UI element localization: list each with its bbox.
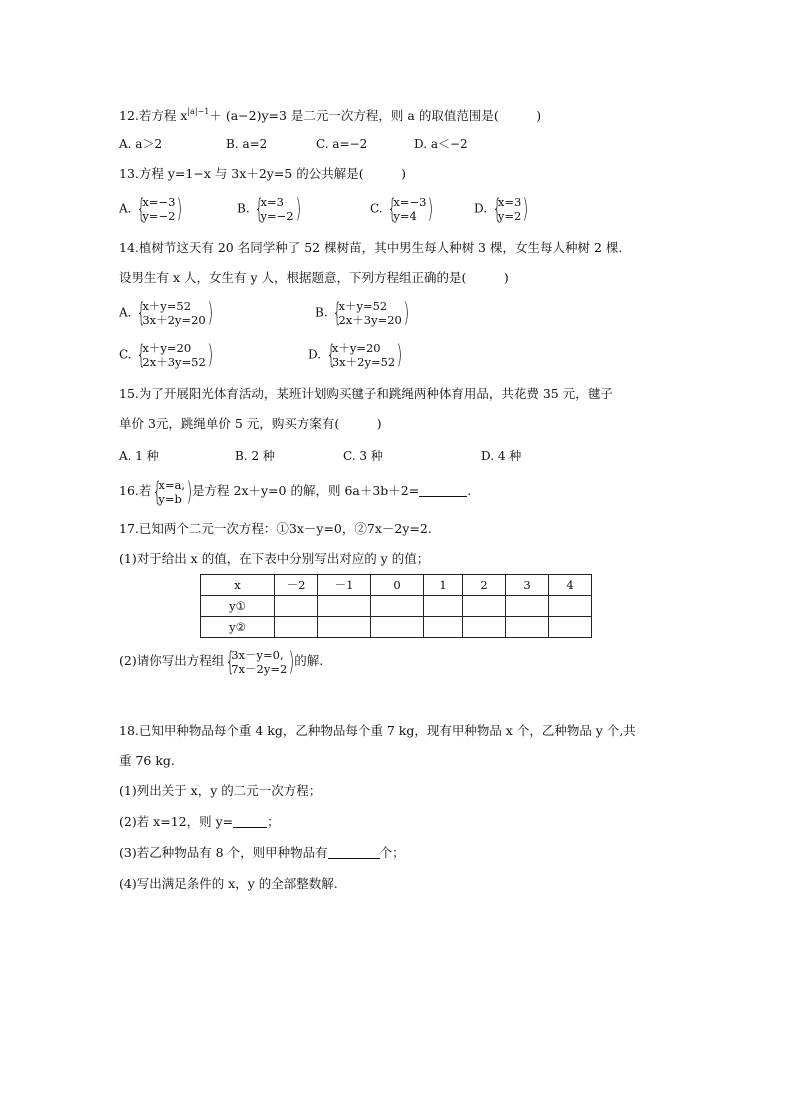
equation-system: { x=−3 y=−2 ) <box>136 194 183 224</box>
system-row: x=3 <box>497 195 522 209</box>
q18-part1: (1)列出关于 x，y 的二元一次方程； <box>119 783 322 798</box>
answer-blank[interactable] <box>419 484 467 497</box>
system-row: x＋y=20 <box>331 341 381 355</box>
q16-end: . <box>467 483 472 498</box>
option-label: D. <box>308 347 322 362</box>
system-row: y=−2 <box>142 209 176 223</box>
q12-exponent: |a|−1 <box>187 107 210 116</box>
table-row <box>201 575 592 596</box>
equation-system: { x＋y=52 3x＋2y=20 ) <box>136 298 213 328</box>
system-row: y=b <box>158 491 182 506</box>
q18-part4: (4)写出满足条件的 x，y 的全部整数解. <box>119 876 338 891</box>
q12-stem-pre: 12.若方程 x <box>119 108 188 123</box>
equation-system: { x＋y=20 2x＋3y=52 ) <box>136 340 213 370</box>
q13-option-c <box>370 195 433 223</box>
q15-stem-line2: 单价 3元，跳绳单价 5 元，购买方案有( ) <box>119 416 382 431</box>
system-row: x＋y=52 <box>338 299 388 313</box>
answer-cell[interactable] <box>371 617 424 638</box>
answer-cell[interactable] <box>463 596 506 617</box>
equation-system: { 3x－y=0, 7x－2y=2 ) <box>225 646 295 677</box>
q13-option-b <box>237 195 301 223</box>
equation-system: { x=a, y=b ) <box>152 476 193 507</box>
answer-cell[interactable] <box>424 596 463 617</box>
system-row: x＋y=20 <box>142 341 192 355</box>
q18-part3-post: 个； <box>379 845 405 860</box>
answer-blank[interactable] <box>328 846 380 859</box>
answer-cell[interactable] <box>506 617 549 638</box>
answer-cell[interactable] <box>318 596 371 617</box>
system-row: y=4 <box>393 209 417 223</box>
table-cell: 3 <box>506 575 549 596</box>
q18-part3-pre: (3)若乙种物品有 8 个，则甲种物品有 <box>119 845 328 860</box>
table-cell: －1 <box>318 575 371 596</box>
q17-part2-pre: (2)请你写出方程组 <box>119 653 225 668</box>
q15-option-c: C. 3 种 <box>343 449 383 463</box>
q13-stem: 13.方程 y=1−x 与 3x＋2y=5 的公共解是( ) <box>119 166 406 181</box>
system-row: y=2 <box>497 209 522 223</box>
table-row <box>201 617 592 638</box>
table-cell: 4 <box>549 575 592 596</box>
option-label: C. <box>370 201 383 216</box>
system-row: 7x－2y=2 <box>231 661 288 676</box>
answer-cell[interactable] <box>549 617 592 638</box>
q17-part2 <box>119 646 323 676</box>
q12-option-a: A. a＞2 <box>119 137 163 151</box>
q14-option-c <box>119 341 213 369</box>
table-cell: －2 <box>275 575 318 596</box>
equation-system: { x=−3 y=4 ) <box>387 194 434 224</box>
system-row: x=a, <box>158 477 186 492</box>
answer-cell[interactable] <box>506 596 549 617</box>
q12-stem <box>119 104 541 124</box>
answer-cell[interactable] <box>318 617 371 638</box>
q18-part2 <box>119 814 280 830</box>
answer-cell[interactable] <box>463 617 506 638</box>
equation-system: { x=3 y=−2 ) <box>255 194 301 224</box>
q15-option-b: B. 2 种 <box>235 449 275 463</box>
table-cell: y① <box>201 596 275 617</box>
answer-cell[interactable] <box>275 596 318 617</box>
q14-stem-line2: 设男生有 x 人，女生有 y 人，根据题意，下列方程组正确的是( ) <box>119 270 509 285</box>
q18-part3 <box>119 845 405 861</box>
table-cell: 0 <box>371 575 424 596</box>
option-label: B. <box>237 201 250 216</box>
q12-option-b: B. a=2 <box>226 137 268 151</box>
system-row: 3x＋2y=20 <box>142 313 206 327</box>
system-row: 2x＋3y=20 <box>338 313 402 327</box>
answer-cell[interactable] <box>549 596 592 617</box>
q12-stem-post: ＋ (a−2)y=3 是二元一次方程，则 a 的取值范围是( ) <box>209 108 542 123</box>
system-row: x=3 <box>260 195 284 209</box>
option-label: C. <box>119 347 132 362</box>
answer-cell[interactable] <box>275 617 318 638</box>
q18-part2-pre: (2)若 x=12，则 y= <box>119 814 234 829</box>
q12-option-d: D. a＜−2 <box>414 137 468 151</box>
q13-option-d <box>474 195 528 223</box>
q16-pre: 16.若 <box>119 483 152 498</box>
table-cell: y② <box>201 617 275 638</box>
q14-option-d <box>308 341 402 369</box>
table-cell: 2 <box>463 575 506 596</box>
q18-part2-post: ； <box>267 814 280 829</box>
answer-cell[interactable] <box>424 617 463 638</box>
option-label: B. <box>315 305 328 320</box>
equation-system: { x=3 y=2 ) <box>492 194 529 224</box>
answer-cell[interactable] <box>371 596 424 617</box>
q15-option-d: D. 4 种 <box>481 449 522 463</box>
values-table <box>200 574 592 638</box>
table-row <box>201 596 592 617</box>
q13-option-a <box>119 195 182 223</box>
option-label: A. <box>119 305 132 320</box>
option-label: D. <box>474 201 488 216</box>
q17-part2-post: 的解. <box>294 653 324 668</box>
equation-system: { x＋y=52 2x＋3y=20 ) <box>333 298 410 328</box>
system-row: 2x＋3y=52 <box>142 355 206 369</box>
q16-stem <box>119 476 471 506</box>
q12-option-c: C. a=−2 <box>316 137 368 151</box>
q14-option-a <box>119 299 213 327</box>
system-row: 3x－y=0, <box>231 647 284 662</box>
system-row: 3x＋2y=52 <box>331 355 396 369</box>
q14-option-b <box>315 299 409 327</box>
answer-blank[interactable] <box>233 815 267 828</box>
q18-stem-line1: 18.已知甲种物品每个重 4 kg，乙种物品每个重 7 kg，现有甲种物品 x 个，乙种物品 y 个,共 <box>119 723 636 738</box>
q15-stem-line1: 15.为了开展阳光体育活动，某班计划购买毽子和跳绳两种体育用品，共花费 35 元，毽子 <box>119 386 613 401</box>
option-label: A. <box>119 201 132 216</box>
system-row: x=−3 <box>142 195 176 209</box>
q16-post: 是方程 2x＋y=0 的解，则 6a＋3b＋2= <box>192 483 420 498</box>
system-row: x=−3 <box>393 195 427 209</box>
q17-stem: 17.已知两个二元一次方程：①3x－y=0，②7x－2y=2. <box>119 521 432 536</box>
table-cell: 1 <box>424 575 463 596</box>
q14-stem-line1: 14.植树节这天有 20 名同学种了 52 棵树苗，其中男生每人种树 3 棵，女生每人种树 2 棵. <box>119 240 623 255</box>
q18-stem-line2: 重 76 kg. <box>119 753 175 768</box>
equation-system: { x＋y=20 3x＋2y=52 ) <box>326 340 403 370</box>
table-cell: x <box>201 575 275 596</box>
system-row: y=−2 <box>260 209 294 223</box>
q17-part1: (1)对于给出 x 的值，在下表中分别写出对应的 y 的值； <box>119 551 430 566</box>
system-row: x＋y=52 <box>142 299 192 313</box>
q15-option-a: A. 1 种 <box>119 449 159 463</box>
